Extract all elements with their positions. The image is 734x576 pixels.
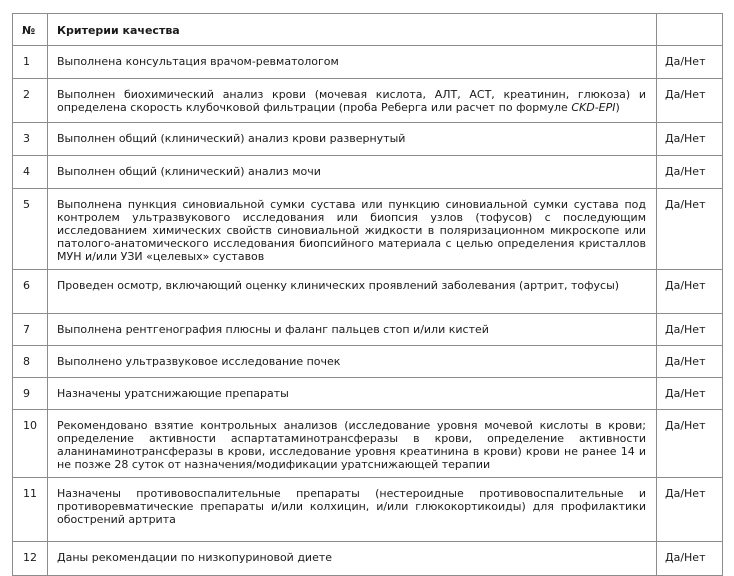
criterion-text bbox=[48, 79, 657, 123]
row-number: 10 bbox=[13, 410, 48, 478]
criterion-text: Выполнен общий (клинический) анализ мочи bbox=[48, 156, 657, 189]
table-row bbox=[13, 46, 723, 79]
table-row bbox=[13, 378, 723, 410]
criterion-text: Выполнен общий (клинический) анализ крови развернутый bbox=[48, 123, 657, 156]
table-row bbox=[13, 123, 723, 156]
row-number: 4 bbox=[13, 156, 48, 189]
answer-cell: Да/Нет bbox=[657, 410, 723, 478]
header-criteria: Критерии качества bbox=[48, 14, 657, 46]
row-number: 8 bbox=[13, 346, 48, 378]
criterion-text: Рекомендовано взятие контрольных анализов (исследование уровня мочевой кислоты в крови; определение активности аспартатаминотрансферазы в крови, определение активности аланинаминотрансферазы в крови, исследование уровня креатинина в крови) крови не ранее 14 и не позже 28 суток от назначения/модификации уратснижающей терапии bbox=[48, 410, 657, 478]
answer-cell: Да/Нет bbox=[657, 542, 723, 576]
table-row bbox=[13, 542, 723, 576]
criterion-text-end: ) bbox=[615, 101, 620, 114]
answer-cell: Да/Нет bbox=[657, 123, 723, 156]
table-row bbox=[13, 314, 723, 346]
criterion-text: Проведен осмотр, включающий оценку клинических проявлений заболевания (артрит, тофусы) bbox=[48, 270, 657, 314]
row-number: 3 bbox=[13, 123, 48, 156]
answer-cell: Да/Нет bbox=[657, 478, 723, 542]
quality-criteria-table bbox=[12, 13, 723, 576]
criterion-text: Выполнена консультация врачом-ревматологом bbox=[48, 46, 657, 79]
table-row bbox=[13, 189, 723, 270]
answer-cell: Да/Нет bbox=[657, 79, 723, 123]
table-row bbox=[13, 270, 723, 314]
answer-cell: Да/Нет bbox=[657, 46, 723, 79]
answer-cell: Да/Нет bbox=[657, 270, 723, 314]
table-row bbox=[13, 156, 723, 189]
formula-name: CKD-EPI bbox=[571, 101, 616, 114]
row-number: 7 bbox=[13, 314, 48, 346]
table-row bbox=[13, 478, 723, 542]
answer-cell: Да/Нет bbox=[657, 314, 723, 346]
criterion-text: Назначены уратснижающие препараты bbox=[48, 378, 657, 410]
row-number: 2 bbox=[13, 79, 48, 123]
criterion-text: Выполнена рентгенография плюсны и фаланг пальцев стоп и/или кистей bbox=[48, 314, 657, 346]
table-header-row bbox=[13, 14, 723, 46]
criterion-text: Выполнена пункция синовиальной сумки сустава или пункцию синовиальной сумки сустава под контролем ультразвукового исследования или биопсия узлов (тофусов) с последующим исследованием химических свойств синовиальной жидкости в поляризационном микроскопе или патолого-анатомического исследования биопсийного материала с целью определения кристаллов МУН и/или УЗИ «целевых» суставов bbox=[48, 189, 657, 270]
answer-cell: Да/Нет bbox=[657, 189, 723, 270]
table-row bbox=[13, 346, 723, 378]
criterion-text: Назначены противовоспалительные препараты (нестероидные противовоспалительные и противоревматические препараты и/или колхицин, и/или глюкокортикоиды) для профилактики обострений артрита bbox=[48, 478, 657, 542]
table-row bbox=[13, 410, 723, 478]
table-row bbox=[13, 79, 723, 123]
criterion-text: Выполнено ультразвуковое исследование почек bbox=[48, 346, 657, 378]
answer-cell: Да/Нет bbox=[657, 378, 723, 410]
row-number: 6 bbox=[13, 270, 48, 314]
header-number: № bbox=[13, 14, 48, 46]
row-number: 11 bbox=[13, 478, 48, 542]
header-answer bbox=[657, 14, 723, 46]
row-number: 1 bbox=[13, 46, 48, 79]
criterion-text: Даны рекомендации по низкопуриновой диете bbox=[48, 542, 657, 576]
answer-cell: Да/Нет bbox=[657, 156, 723, 189]
row-number: 12 bbox=[13, 542, 48, 576]
row-number: 9 bbox=[13, 378, 48, 410]
row-number: 5 bbox=[13, 189, 48, 270]
criterion-text-main: Выполнен биохимический анализ крови (мочевая кислота, АЛТ, АСТ, креатинин, глюкоза) и определена скорость клубочковой фильтрации (проба Реберга или расчет по формуле bbox=[57, 88, 646, 114]
answer-cell: Да/Нет bbox=[657, 346, 723, 378]
